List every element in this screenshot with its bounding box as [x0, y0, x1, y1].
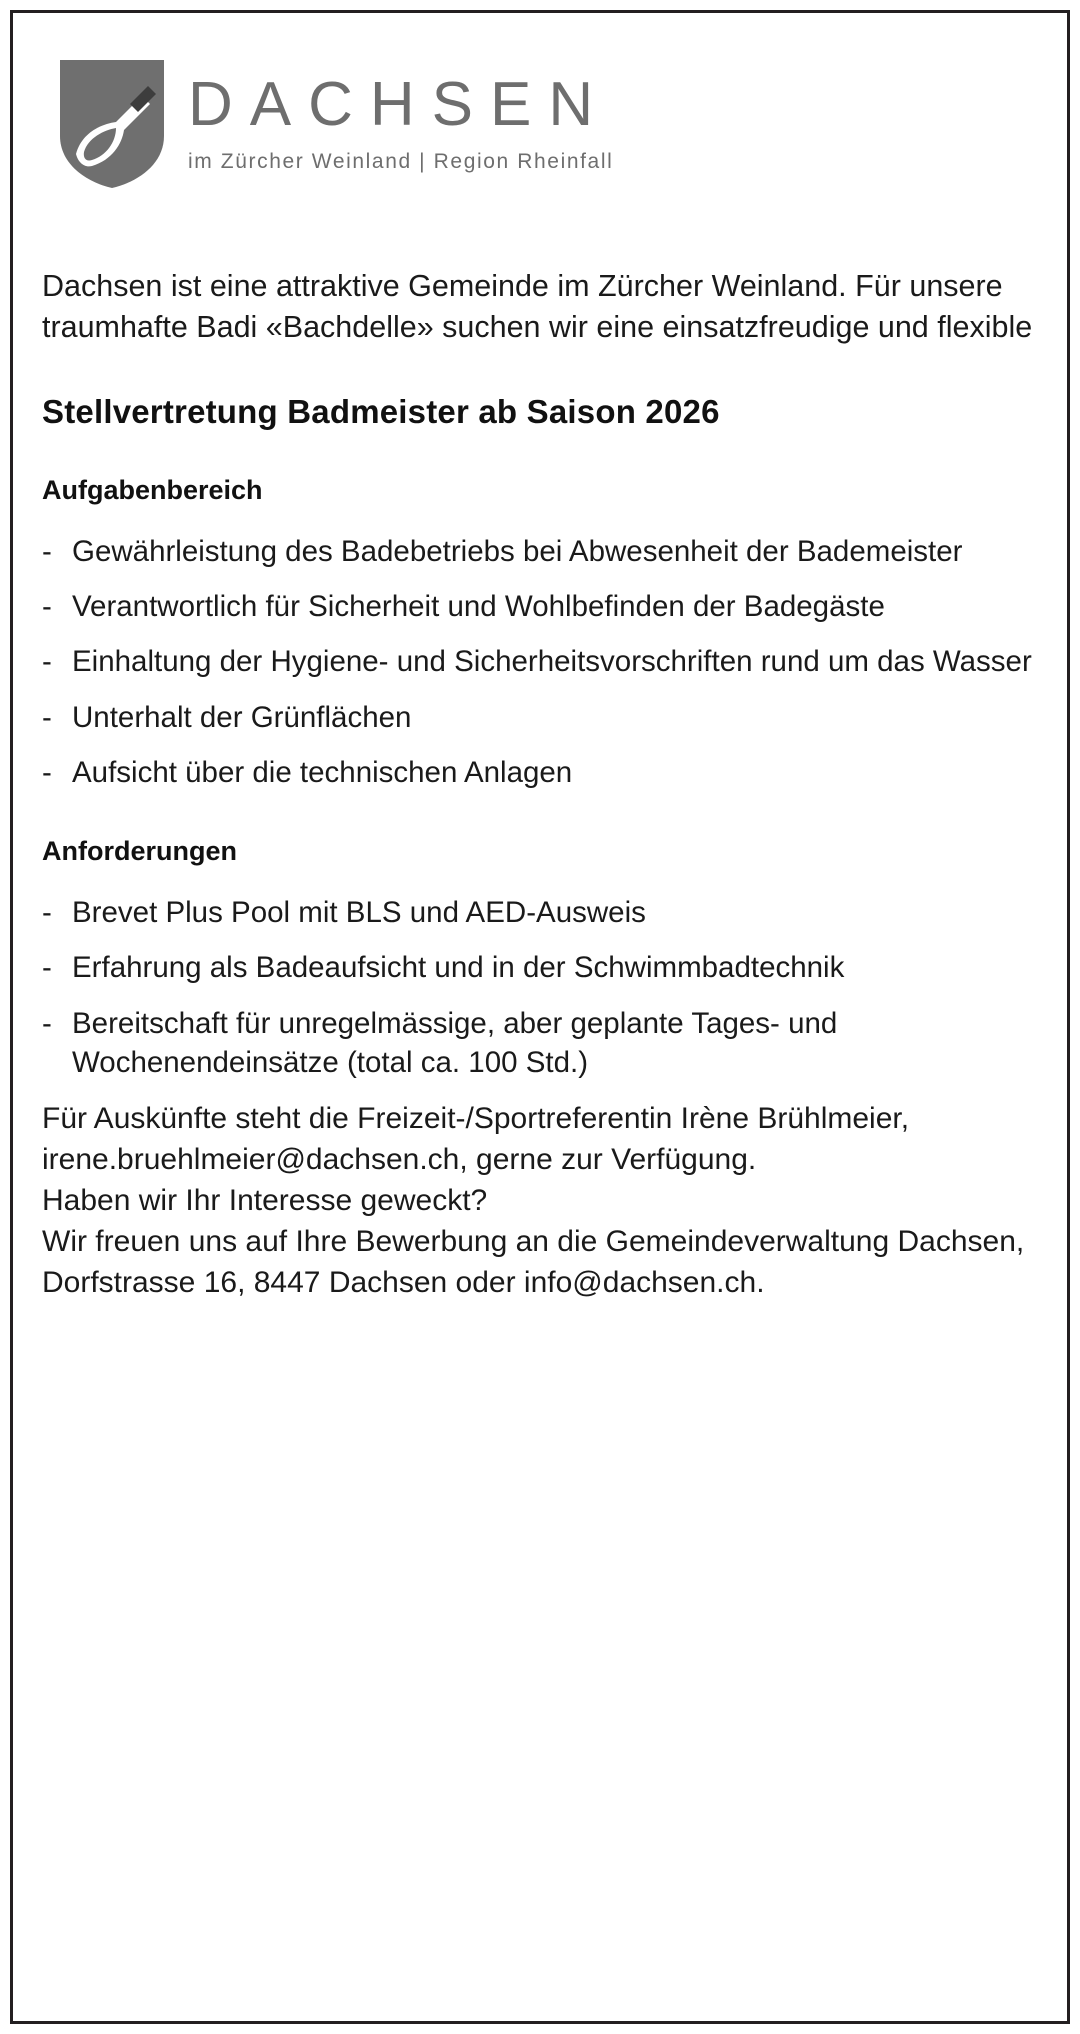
- dash-marker: -: [42, 896, 52, 930]
- list-item-text: Brevet Plus Pool mit BLS und AED-Ausweis: [72, 896, 646, 930]
- dash-marker: -: [42, 951, 52, 985]
- list-item-text: Erfahrung als Badeaufsicht und in der Schwimmbadtechnik: [72, 951, 845, 985]
- wordmark: DACHSEN: [188, 70, 611, 139]
- list-item-text: Aufsicht über die technischen Anlagen: [72, 755, 573, 789]
- list-item-text: Verantwortlich für Sicherheit und Wohlbefinden der Badegäste: [72, 590, 885, 624]
- dash-marker: -: [42, 645, 52, 679]
- task-list: [42, 532, 1040, 792]
- job-title: Stellvertretung Badmeister ab Saison 2026: [42, 392, 720, 430]
- list-item: [42, 893, 1040, 932]
- ad-content: [40, 40, 1040, 1304]
- intro-paragraph: Dachsen ist eine attraktive Gemeinde im Zürcher Weinland. Für unsere traumhafte Badi «Bachdelle» suchen wir eine einsatzfreudige und flexible: [42, 269, 1033, 345]
- list-item-text: Einhaltung der Hygiene- und Sicherheitsvorschriften rund um das Wasser: [72, 645, 1032, 679]
- dash-marker: -: [42, 1006, 52, 1040]
- list-item: [42, 587, 1040, 626]
- application-paragraph: Wir freuen uns auf Ihre Bewerbung an die Gemeindeverwaltung Dachsen, Dorfstrasse 16, 8447 Dachsen oder info@dachsen.ch.: [42, 1225, 1025, 1300]
- list-item: [42, 642, 1040, 681]
- logo-text: [188, 58, 613, 174]
- list-item: [42, 698, 1040, 737]
- list-item-text: Gewährleistung des Badebetriebs bei Abwesenheit der Bademeister: [72, 534, 963, 568]
- list-item-text: Bereitschaft für unregelmässige, aber geplante Tages- und Wochenendeinsätze (total ca. 100 Std.): [72, 1006, 838, 1079]
- dash-marker: -: [42, 700, 52, 734]
- section-heading-anforderungen: Anforderungen: [42, 836, 237, 867]
- list-item: [42, 948, 1040, 987]
- list-item: [42, 1004, 1040, 1082]
- section-heading-aufgabenbereich: Aufgabenbereich: [42, 474, 263, 505]
- coat-of-arms-icon: [58, 58, 166, 190]
- list-item: [42, 753, 1040, 792]
- list-item-text: Unterhalt der Grünflächen: [72, 700, 412, 734]
- dash-marker: -: [42, 590, 52, 624]
- logo-header: [40, 40, 1040, 190]
- contact-paragraph: Für Auskünfte steht die Freizeit-/Sportreferentin Irène Brühlmeier, irene.bruehlmeier@dachsen.ch, gerne zur Verfügung.: [42, 1102, 910, 1177]
- requirements-list: [42, 893, 1040, 1082]
- ad-body: [40, 266, 1040, 1304]
- dash-marker: -: [42, 534, 52, 568]
- list-item: [42, 532, 1040, 571]
- dash-marker: -: [42, 755, 52, 789]
- logo-tagline: im Zürcher Weinland | Region Rheinfall: [188, 150, 614, 173]
- interest-question: Haben wir Ihr Interesse geweckt?: [42, 1184, 488, 1218]
